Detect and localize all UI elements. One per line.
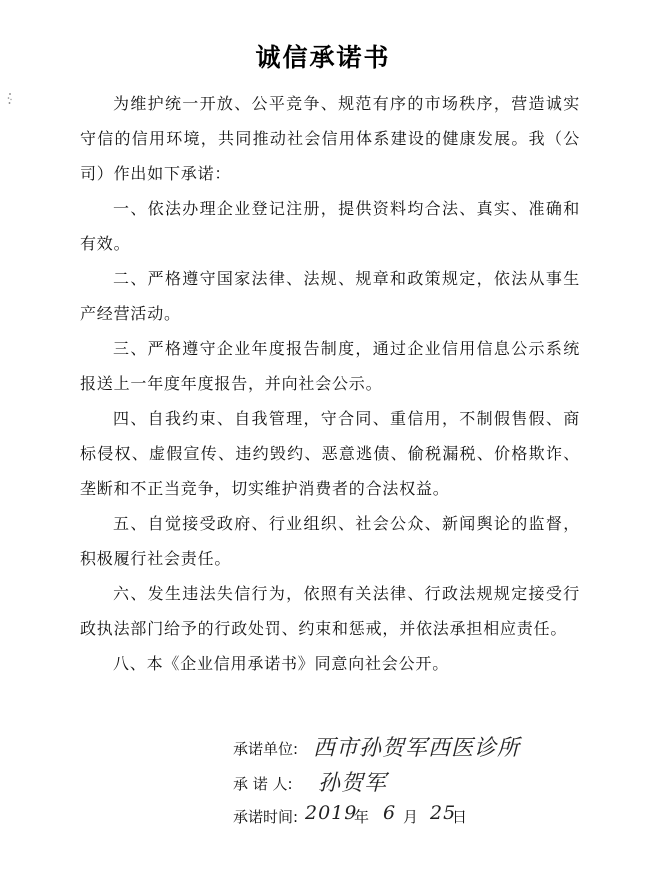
- handwritten-day: 25: [430, 802, 457, 824]
- year-unit: 年: [354, 808, 370, 826]
- unit-label: 承诺单位:: [233, 740, 299, 758]
- document-body: [80, 86, 580, 681]
- commitment-item-8: 八、本《企业信用承诺书》同意向社会公开。: [113, 654, 450, 673]
- signature-person-row: [233, 773, 293, 794]
- handwritten-year: 2019: [305, 802, 358, 824]
- unit-handwritten-value: 西市孙贺军西医诊所: [313, 736, 521, 761]
- commitment-item-1: 一、依法办理企业登记注册，提供资料均合法、真实、准确和有效。: [80, 199, 580, 253]
- scan-speck-mark: [6, 92, 14, 106]
- commitment-item-5: 五、自觉接受政府、行业组织、社会公众、新闻舆论的监督，积极履行社会责任。: [80, 514, 580, 568]
- time-label: 承诺时间:: [233, 808, 299, 826]
- signature-unit-row: [233, 738, 298, 759]
- commitment-item-6: 六、发生违法失信行为，依照有关法律、行政法规规定接受行政执法部门给予的行政处罚、约束和惩戒，并依法承担相应责任。: [80, 584, 580, 638]
- commitment-item-2: 二、严格遵守国家法律、法规、规章和政策规定，依法从事生产经营活动。: [80, 269, 580, 323]
- person-handwritten-signature: 孙贺军: [318, 771, 388, 796]
- handwritten-month: 6: [383, 802, 397, 824]
- signature-time-row: [233, 806, 298, 827]
- commitment-item-3: 三、严格遵守企业年度报告制度，通过企业信用信息公示系统报送上一年度年度报告，并向社会公示。: [80, 339, 580, 393]
- person-label: 承 诺 人:: [233, 775, 293, 793]
- day-unit: 日: [452, 808, 468, 826]
- month-unit: 月: [403, 808, 419, 826]
- commitment-item-4: 四、自我约束、自我管理，守合同、重信用，不制假售假、商标侵权、虚假宣传、违约毁约、恶意逃债、偷税漏税、价格欺诈、垄断和不正当竞争，切实维护消费者的合法权益。: [80, 409, 580, 498]
- document-title: 诚信承诺书: [255, 43, 391, 72]
- intro-paragraph: 为维护统一开放、公平竞争、规范有序的市场秩序，营造诚实守信的信用环境，共同推动社会信用体系建设的健康发展。我（公司）作出如下承诺：: [80, 94, 580, 183]
